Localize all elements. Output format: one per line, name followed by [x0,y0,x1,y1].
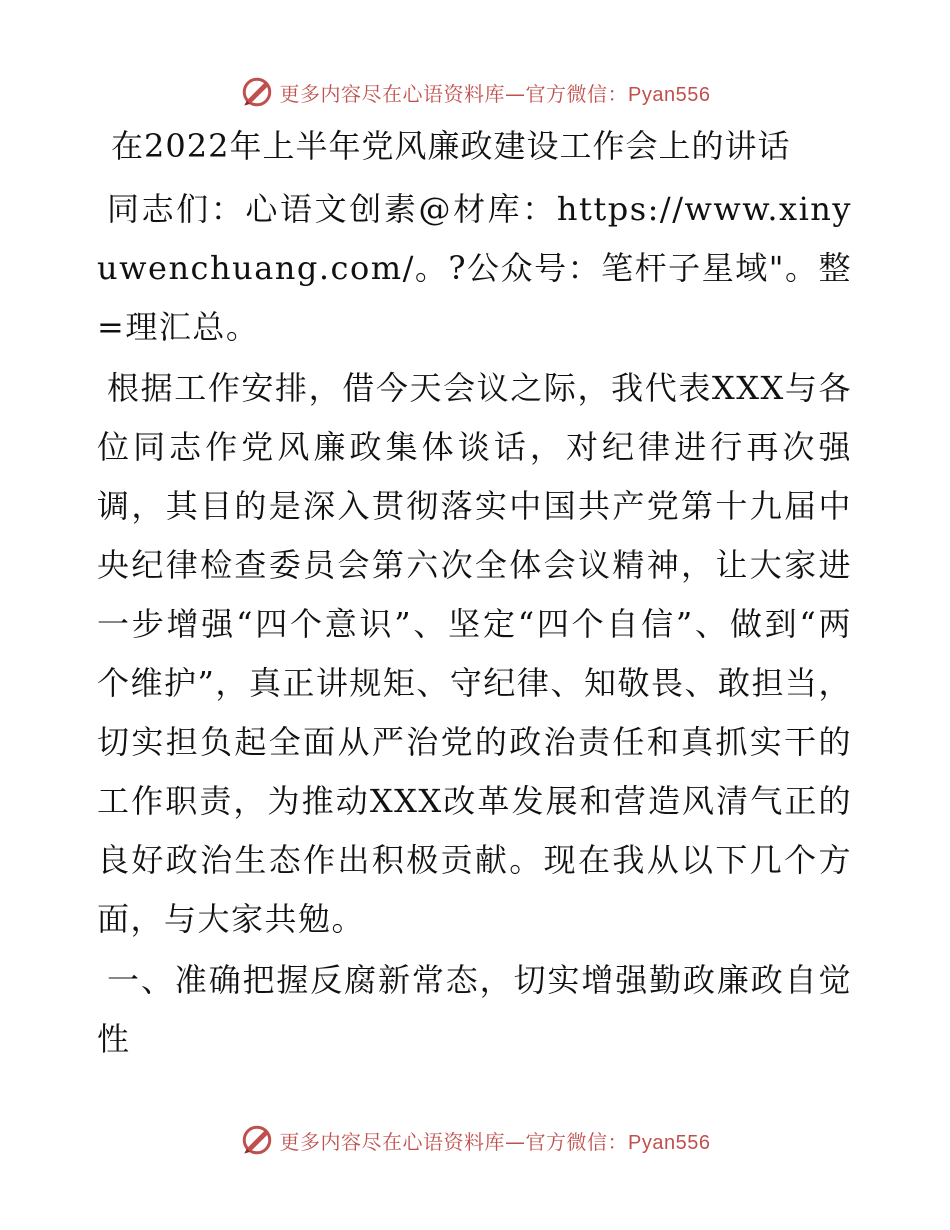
paragraph-text: 一、准确把握反腐新常态，切实增强勤政廉政自觉性 [97,961,852,1058]
paragraph-intro [97,359,852,949]
pen-logo-icon [240,1123,274,1157]
paragraph-text: 同志们：心语文创素@材库：https://www.xinyuwenchuang.com/。?公众号：笔杆子星域"。整=理汇总。 [97,190,852,346]
paragraph-greeting [97,180,852,357]
document-body [97,118,852,1071]
section-heading [97,951,852,1069]
banner-wechat-id: Pyan556 [628,83,711,106]
header-watermark-banner [0,70,950,114]
banner-wechat-id: Pyan556 [628,1131,711,1154]
pen-logo-icon [240,75,274,109]
banner-text [280,78,711,107]
banner-text [280,1126,711,1155]
banner-text-main: 更多内容尽在心语资料库—官方微信： [279,1129,629,1154]
document-title: 在2022年上半年党风廉政建设工作会上的讲话 [111,127,791,165]
paragraph-text: 根据工作安排，借今天会议之际，我代表XXX与各位同志作党风廉政集体谈话，对纪律进行再次强调，其目的是深入贯彻落实中国共产党第十九届中央纪律检查委员会第六次全体会议精神，让大家进一步增强“四个意识”、坚定“四个自信”、做到“两个维护”，真正讲规矩、守纪律、知敬畏、敢担当，切实担负起全面从严治党的政治责任和真抓实干的工作职责，为推动XXX改革发展和营造风清气正的良好政治生态作出积极贡献。现在我从以下几个方面，与大家共勉。 [97,369,852,938]
footer-watermark-banner [0,1118,950,1162]
banner-text-main: 更多内容尽在心语资料库—官方微信： [279,81,629,106]
